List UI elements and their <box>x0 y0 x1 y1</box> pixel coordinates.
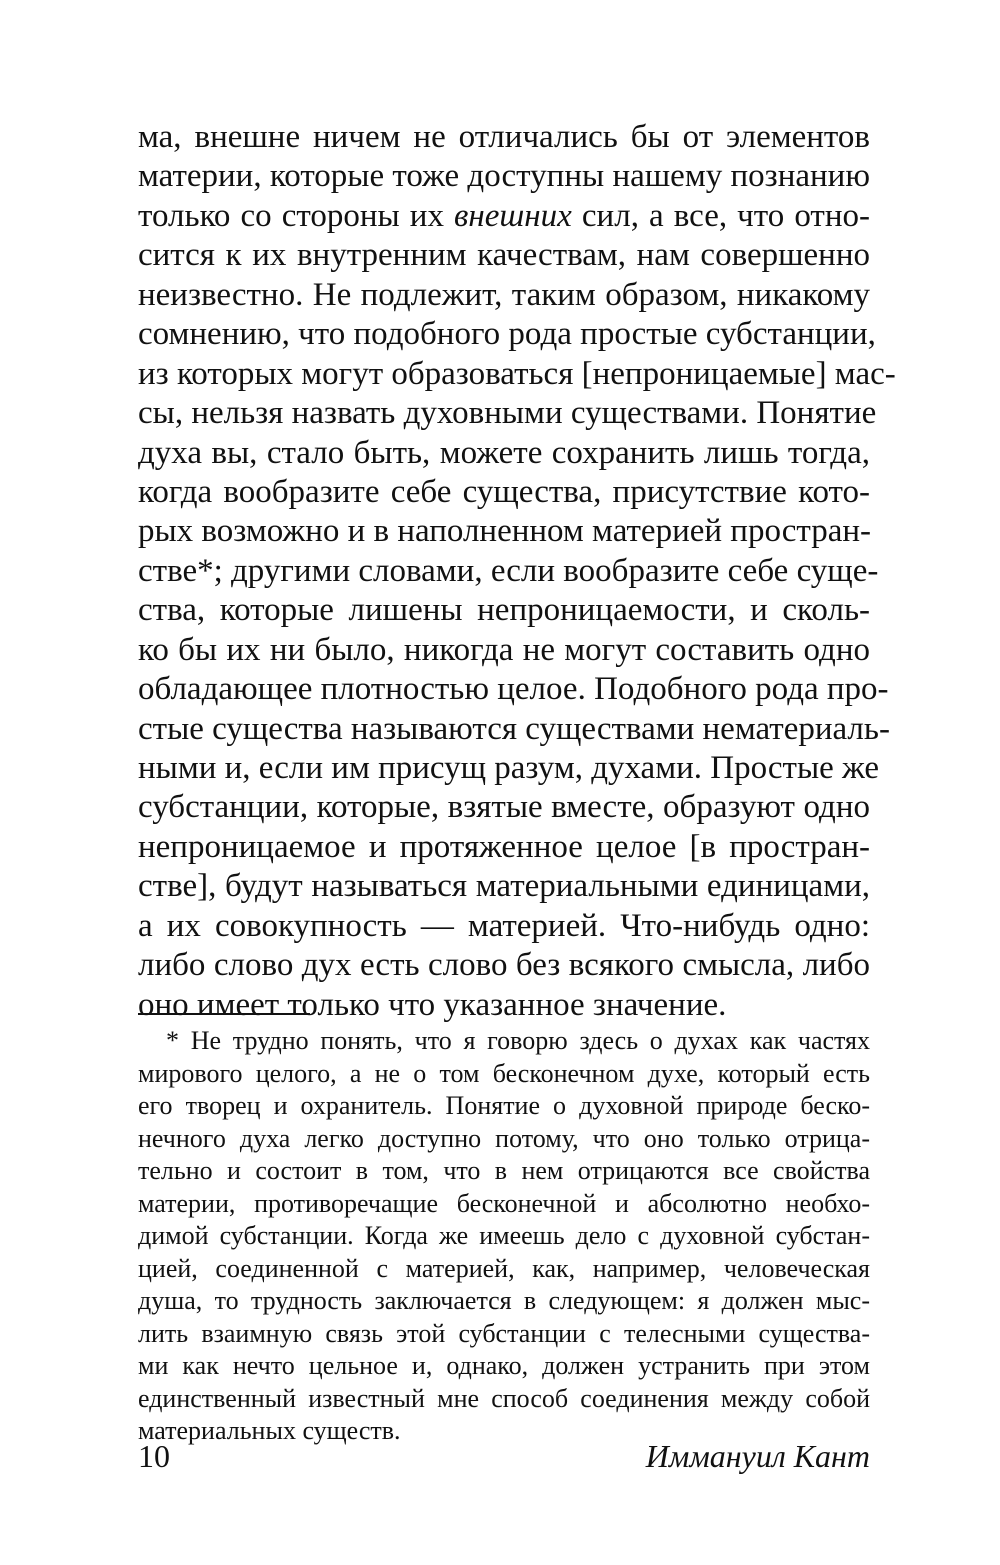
footnote-line: димой субстанции. Когда же имеешь дело с духовной субстан- <box>138 1221 870 1250</box>
text-line: ма, внешне ничем не отличались бы от элементов <box>138 119 870 155</box>
text-line: когда вообразите себе существа, присутствие кото- <box>138 473 870 510</box>
text-line: духа вы, стало быть, можете сохранить лишь тогда, <box>138 434 870 471</box>
footnote-divider <box>138 1013 310 1015</box>
footnote-line-last: материальных существ. <box>138 1416 401 1445</box>
text-run: только со стороны их <box>138 197 455 234</box>
running-author: Иммануил Кант <box>645 1438 870 1474</box>
text-line: рых возможно и в наполненном материей простран- <box>138 513 872 550</box>
text-line: из которых могут образоваться [непроницаемые] мас- <box>138 355 896 392</box>
text-line: сится к их внутренним качествам, нам совершенно <box>138 237 870 274</box>
text-line: ства, которые лишены непроницаемости, и сколь- <box>138 592 870 629</box>
text-line: обладающее плотностью целое. Подобного рода про- <box>138 671 889 708</box>
footnote-line: его творец и охранитель. Понятие о духовной природе беско- <box>138 1091 870 1120</box>
text-line: неизвестно. Не подлежит, таким образом, никакому <box>138 276 870 313</box>
text-line: либо слово дух есть слово без всякого смысла, либо <box>138 947 870 984</box>
text-line: стые существа называются существами нематериаль- <box>138 710 890 747</box>
page-number: 10 <box>138 1438 170 1474</box>
footnote-line: мирового целого, а не о том бесконечном духе, который есть <box>138 1058 870 1088</box>
text-line: непроницаемое и протяженное целое [в простран- <box>138 828 870 865</box>
footnote-line: тельно и состоит в том, что в нем отрицаются все свойства <box>138 1156 870 1185</box>
text-line: ными и, если им присущ разум, духами. Простые же <box>138 750 880 786</box>
text-line-last: оно имеет только что указанное значение. <box>138 986 727 1023</box>
text-run: сил, а все, что отно- <box>571 197 870 234</box>
footnote-line: душа, то трудность заключается в следующем: я должен мыс- <box>138 1286 870 1315</box>
footnote-line: ми как нечто цельное и, однако, должен устранить при этом <box>138 1351 870 1380</box>
text-line: ко бы их ни было, никогда не могут составить одно <box>138 631 870 668</box>
footnote-line: материи, противоречащие бесконечной и абсолютно необхо- <box>138 1188 870 1218</box>
footnote <box>138 1025 870 1448</box>
text-line: сы, нельзя назвать духовными существами. Понятие <box>138 395 877 432</box>
footnote-line: нечного духа легко доступно потому, что оно только отрица- <box>138 1123 870 1153</box>
footnote-line: лить взаимную связь этой субстанции с телесными существа- <box>138 1318 870 1348</box>
footnote-line: единственный известный мне способ соединения между собой <box>138 1383 870 1413</box>
text-line: стве], будут называться материальными единицами, <box>138 868 870 905</box>
text-line: материи, которые тоже доступны нашему познанию <box>138 158 870 195</box>
footnote-line: * Не трудно понять, что я говорю здесь о духах как частях <box>166 1026 870 1055</box>
text-line: а их совокупность — материей. Что-нибудь одно: <box>138 907 870 944</box>
text-line: субстанции, которые, взятые вместе, образуют одно <box>138 789 870 826</box>
footnote-line: цией, соединенной с материей, как, например, человеческая <box>138 1253 870 1283</box>
text-line: сомнению, что подобного рода простые субстанции, <box>138 316 876 353</box>
italic-word: внешних <box>454 197 572 234</box>
text-line-with-italic <box>138 197 870 236</box>
main-text <box>138 118 896 1025</box>
text-line: стве*; другими словами, если вообразите себе суще- <box>138 552 879 589</box>
